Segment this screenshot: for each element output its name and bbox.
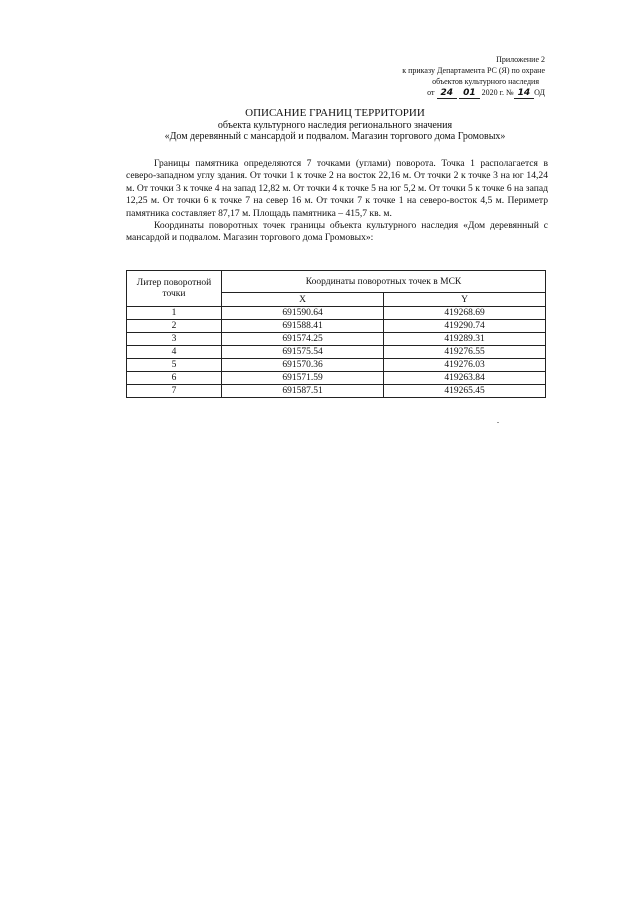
appendix-department: объектов культурного наследия [432, 77, 539, 86]
column-header-y: Y [384, 293, 546, 307]
table-row [127, 333, 546, 346]
document-title: ОПИСАНИЕ ГРАНИЦ ТЕРРИТОРИИ [245, 107, 425, 119]
date-year: 2020 г. № [481, 88, 514, 97]
coord-y: 419263.84 [384, 372, 546, 385]
coord-y: 419268.69 [384, 307, 546, 320]
table-row [127, 346, 546, 359]
coord-x: 691588.41 [222, 320, 384, 333]
column-header-coordinates: Координаты поворотных точек в МСК [222, 271, 546, 293]
table-row [127, 320, 546, 333]
table-row [127, 372, 546, 385]
column-header-literal: Литер поворотной точки [127, 271, 222, 307]
coord-x: 691571.59 [222, 372, 384, 385]
coord-x: 691570.36 [222, 359, 384, 372]
date-month-handwritten: 01 [459, 88, 480, 99]
table-row [127, 359, 546, 372]
appendix-title: Приложение 2 [496, 55, 545, 64]
point-number: 3 [127, 333, 222, 346]
order-number-handwritten: 14 [514, 88, 535, 99]
order-suffix: ОД [534, 88, 545, 97]
appendix-order-ref: к приказу Департамента РС (Я) по охране [402, 66, 545, 75]
table-row [127, 307, 546, 320]
point-number: 2 [127, 320, 222, 333]
coord-y: 419289.31 [384, 333, 546, 346]
coord-y: 419265.45 [384, 385, 546, 398]
coordinates-intro: Координаты поворотных точек границы объекта культурного наследия «Дом деревянный с мансардой и подвалом. Магазин торгового дома Громовых»: [126, 220, 548, 244]
table-row [127, 385, 546, 398]
point-number: 6 [127, 372, 222, 385]
date-day-handwritten: 24 [437, 88, 458, 99]
point-number: 5 [127, 359, 222, 372]
coord-y: 419276.03 [384, 359, 546, 372]
appendix-header [315, 54, 545, 99]
coord-x: 691590.64 [222, 307, 384, 320]
coord-x: 691575.54 [222, 346, 384, 359]
document-heading [120, 108, 550, 143]
point-number: 7 [127, 385, 222, 398]
point-number: 4 [127, 346, 222, 359]
object-name: «Дом деревянный с мансардой и подвалом. Магазин торгового дома Громовых» [164, 131, 506, 142]
appendix-date-line [315, 87, 545, 99]
boundary-description: Границы памятника определяются 7 точками (углами) поворота. Точка 1 располагается в северо-западном углу здания. От точки 1 к точке 2 на восток 22,16 м. От точки 2 к точке 3 на юг 14,24 м. От точки 3 к точке 4 на запад 12,82 м. От точки 4 к точке 5 на юг 5,2 м. От точки 5 к точке 6 на запад 12,25 м. От точки 6 к точке 7 на север 16 м. От точки 7 к точке 1 на северо-восток 4,5 м. Периметр памятника составляет 87,17 м. Площадь памятника – 415,7 кв. м. [126, 158, 549, 219]
coord-x: 691587.51 [222, 385, 384, 398]
document-body [126, 158, 548, 245]
scan-speck [497, 422, 499, 423]
coordinates-table [126, 270, 546, 398]
coord-x: 691574.25 [222, 333, 384, 346]
column-header-x: X [222, 293, 384, 307]
point-number: 1 [127, 307, 222, 320]
date-prefix: от [427, 88, 435, 97]
coord-y: 419290.74 [384, 320, 546, 333]
coord-y: 419276.55 [384, 346, 546, 359]
document-subtitle: объекта культурного наследия регионального значения [217, 119, 453, 131]
